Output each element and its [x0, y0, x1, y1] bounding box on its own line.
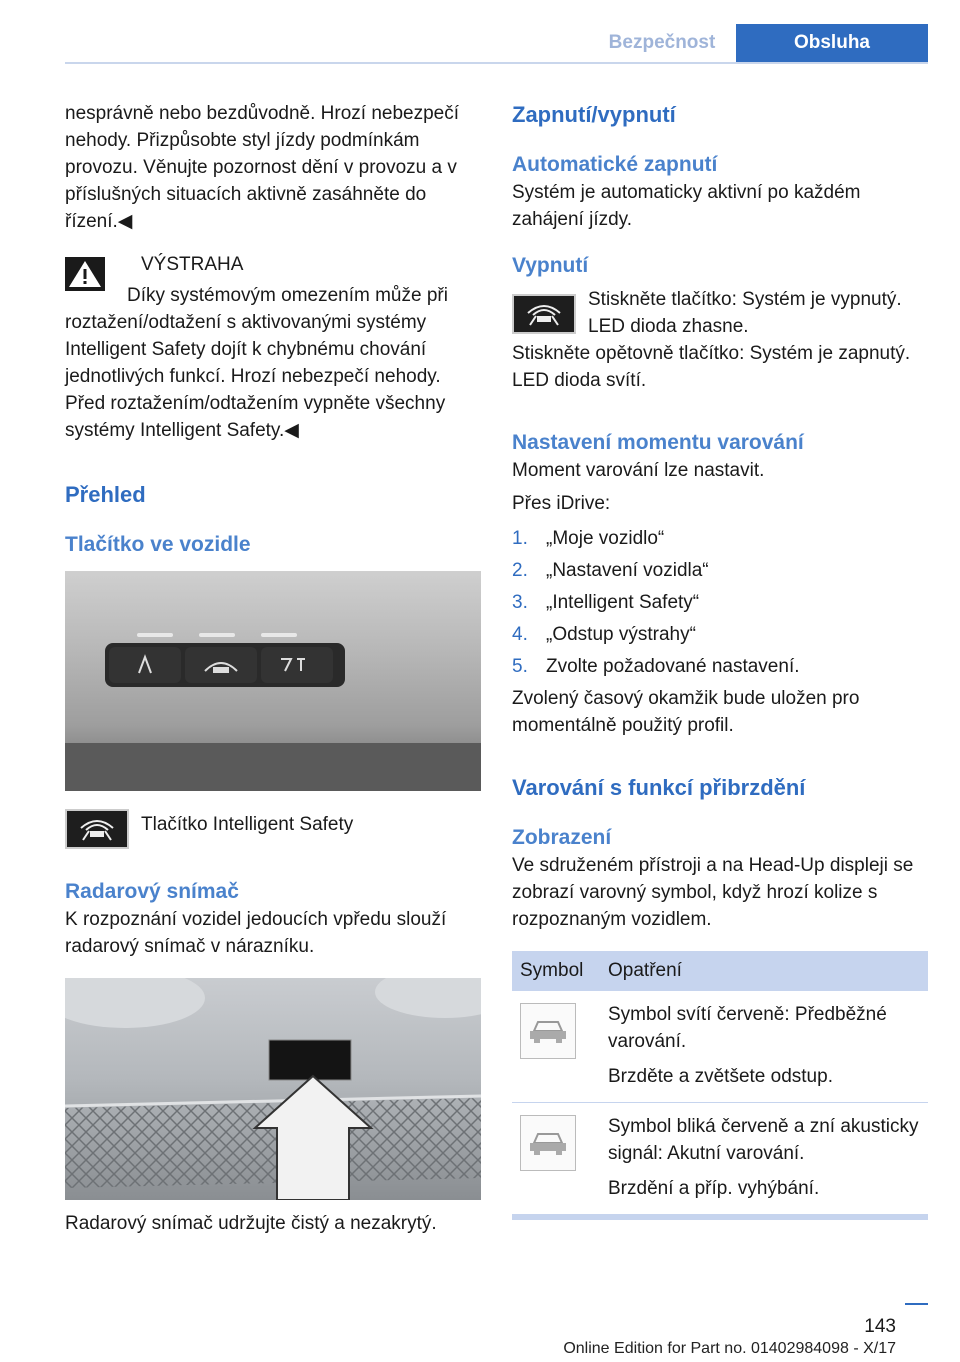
car-warning-icon: [520, 1003, 576, 1059]
radar-caption: Radarový snímač udržujte čistý a nezakrytý.: [65, 1213, 437, 1234]
warning-title: VÝSTRAHA: [141, 254, 244, 275]
nastaveni-paragraph: Moment varování lze nastavit.: [512, 460, 765, 481]
photo-radar-sensor: [65, 978, 481, 1200]
list-item: 5. Zvolte požadované nastavení.: [512, 656, 800, 677]
row2-action: Symbol bliká červeně a zní akusticky signál: Akutní varování.: [608, 1116, 919, 1164]
pres-idrive: Přes iDrive:: [512, 493, 611, 514]
heading-nastaveni: Nastavení momentu varování: [512, 431, 804, 454]
heading-tlacitko: Tlačítko ve vozidle: [65, 533, 251, 556]
header-divider: [65, 62, 928, 64]
intelligent-safety-button-icon: [65, 809, 129, 849]
warning-block: [65, 251, 481, 444]
table-bottom-rule: [512, 1215, 928, 1220]
footer-edition: Online Edition for Part no. 01402984098 - X/17: [563, 1340, 896, 1357]
list-item: 4. „Odstup výstrahy“: [512, 624, 696, 645]
intro-paragraph: nesprávně nebo bezdůvodně. Hrozí nebezpečí nehody. Přizpůsobte styl jízdy podmínkám provozu. Věnujte pozornost dění v provozu a v příslušných situacích aktivně zasáhněte do řízení.◀: [65, 103, 459, 232]
footer-accent-line: [905, 1303, 928, 1305]
heading-automaticke: Automatické zapnutí: [512, 153, 718, 176]
row1-instruction: Brzděte a zvětšete odstup.: [608, 1066, 833, 1087]
symbol-table: [512, 951, 928, 1215]
button-panel-illustration: [65, 571, 481, 791]
steps-after-paragraph: Zvolený časový okamžik bude uložen pro momentálně použitý profil.: [512, 688, 860, 736]
page-number: 143: [864, 1316, 896, 1337]
heading-vypnuti: Vypnutí: [512, 254, 589, 277]
vypnuti-paragraph: Stiskněte tlačítko: Systém je vypnutý. LED dioda zhasne.: [588, 289, 902, 337]
heading-zapnuti: Zapnutí/vypnutí: [512, 102, 676, 127]
row2-instruction: Brzdění a příp. vyhýbání.: [608, 1178, 820, 1199]
left-column: [65, 100, 481, 1237]
row1-action: Symbol svítí červeně: Předběžné varování.: [608, 1004, 887, 1052]
heading-varovani: Varování s funkcí přibrzdění: [512, 775, 806, 800]
idrive-steps: [512, 525, 928, 680]
table-header-opatreni: Opatření: [600, 951, 928, 991]
vypnuti-row: [512, 286, 928, 340]
heading-prehled: Přehled: [65, 482, 146, 507]
button-caption: Tlačítko Intelligent Safety: [141, 814, 354, 835]
photo-button-panel: [65, 571, 481, 791]
list-item: 1. „Moje vozidlo“: [512, 528, 665, 549]
heading-radar: Radarový snímač: [65, 880, 239, 903]
table-header-symbol: Symbol: [512, 951, 600, 991]
auto-paragraph: Systém je automaticky aktivní po každém zahájení jízdy.: [512, 182, 861, 230]
list-item: 2. „Nastavení vozidla“: [512, 560, 709, 581]
list-item: 3. „Intelligent Safety“: [512, 592, 700, 613]
button-caption-row: [65, 809, 481, 849]
car-warning-icon: [520, 1115, 576, 1171]
heading-zobrazeni: Zobrazení: [512, 826, 612, 849]
right-column: [512, 100, 928, 1220]
warning-text: Díky systémovým omezením může při roztažení/odtažení s aktivovanými systémy Intelligent Safety dojít k chybnému chování jednotlivých funkcí. Hrozí nebezpečí nehody. Před roztažením/odtažením vypněte všechny systémy Intelligent Safety.◀: [65, 285, 448, 441]
intelligent-safety-button-icon: [512, 294, 576, 334]
table-row: [512, 991, 928, 1103]
header-tab-obsluha[interactable]: Obsluha: [736, 24, 928, 62]
table-row: [512, 1103, 928, 1215]
warning-triangle-icon: [65, 257, 105, 291]
header-tab-bezpecnost[interactable]: Bezpečnost: [608, 32, 716, 53]
radar-paragraph: K rozpoznání vozidel jedoucích vpředu slouží radarový snímač v nárazníku.: [65, 909, 447, 957]
vypnuti-paragraph-2: Stiskněte opětovně tlačítko: Systém je zapnutý. LED dioda svítí.: [512, 343, 911, 391]
radar-illustration: [65, 978, 481, 1200]
zobrazeni-paragraph: Ve sdruženém přístroji a na Head-Up displeji se zobrazí varovný symbol, když hrozí kolize s rozpoznaným vozidlem.: [512, 855, 914, 930]
